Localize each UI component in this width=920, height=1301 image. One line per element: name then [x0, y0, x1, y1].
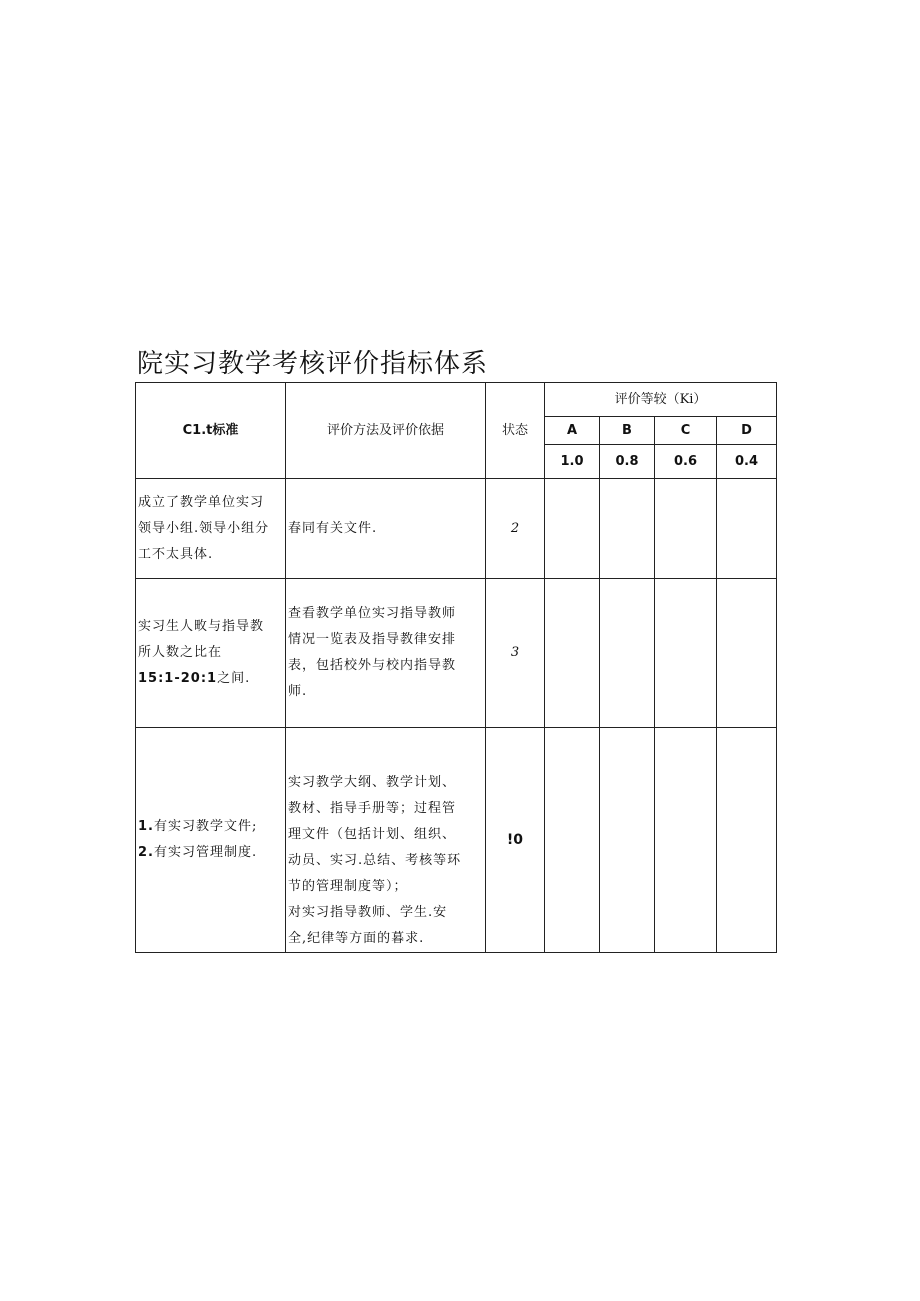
- grade-a-cell: [545, 479, 600, 579]
- grade-c: C: [655, 417, 717, 445]
- weight-c: 0.6: [655, 445, 717, 479]
- table-row: [136, 479, 777, 579]
- grade-c-cell: [655, 728, 717, 953]
- standard-cell: 1.有实习教学文件; 2.有实习管理制度.: [136, 728, 286, 953]
- grade-b-cell: [600, 579, 655, 728]
- method-header: 评价方法及评价依据: [286, 383, 486, 479]
- status-header: 状态: [486, 383, 545, 479]
- grade-d: D: [717, 417, 777, 445]
- header-row-1: [136, 383, 777, 417]
- grade-b-cell: [600, 479, 655, 579]
- grade-d-cell: [717, 479, 777, 579]
- grade-c-cell: [655, 579, 717, 728]
- grade-c-cell: [655, 479, 717, 579]
- weight-a: 1.0: [545, 445, 600, 479]
- grade-b-cell: [600, 728, 655, 953]
- grade-d-cell: [717, 579, 777, 728]
- grade-group-header: 评价等较（Ki）: [545, 383, 777, 417]
- status-cell: !0: [486, 728, 545, 953]
- status-cell: 3: [486, 579, 545, 728]
- weight-d: 0.4: [717, 445, 777, 479]
- grade-d-cell: [717, 728, 777, 953]
- method-cell: 查看教学单位实习指导教师 情况一览表及指导教律安排 表，包括校外与校内指导教 师.: [286, 579, 486, 728]
- method-cell: 春同有关文件.: [286, 479, 486, 579]
- document-title: 院实习教学考核评价指标体系: [137, 349, 489, 379]
- method-cell: 实习教学大纲、教学计划、 教材、指导手册等；过程管 理文件（包括计划、组织、 动员、实习.总结、考核等环 节的管理制度等）； 对实习指导教师、学生.安 全,纪律等方面的暮求.: [286, 728, 486, 953]
- weight-b: 0.8: [600, 445, 655, 479]
- grade-a: A: [545, 417, 600, 445]
- grade-a-cell: [545, 579, 600, 728]
- standard-cell: 成立了教学单位实习 领导小组.领导小组分 工不太具体.: [136, 479, 286, 579]
- standard-cell: 实习生人畋与指导教 所人数之比在 15:1-20:1之间.: [136, 579, 286, 728]
- grade-a-cell: [545, 728, 600, 953]
- evaluation-table: [135, 382, 777, 953]
- table-row: [136, 579, 777, 728]
- standard-header: C1.t标准: [136, 383, 286, 479]
- grade-b: B: [600, 417, 655, 445]
- table-row: [136, 728, 777, 953]
- status-cell: 2: [486, 479, 545, 579]
